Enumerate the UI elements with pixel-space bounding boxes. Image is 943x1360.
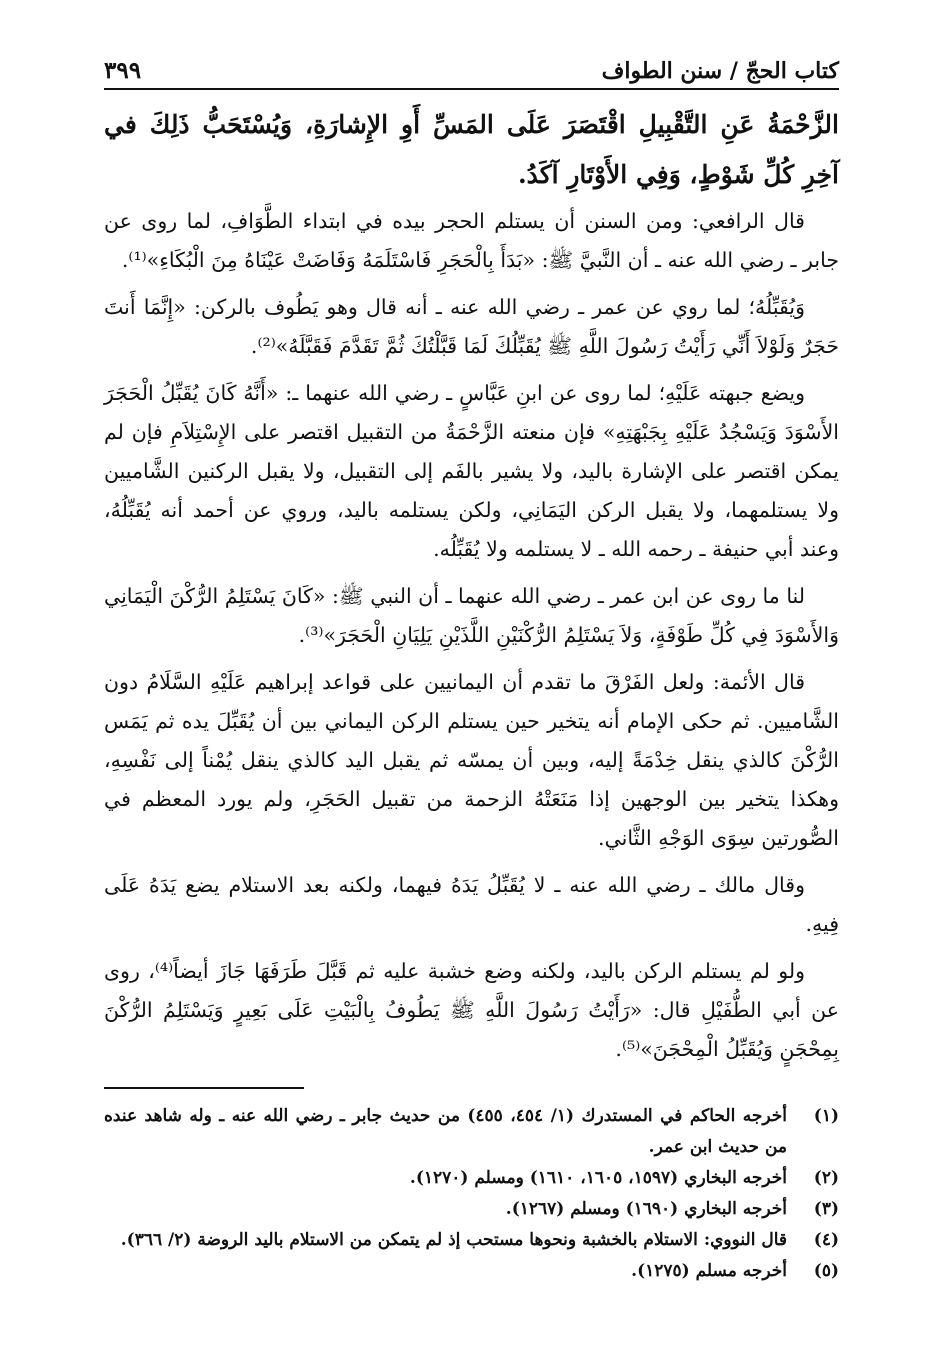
footnote-3 (104, 1194, 839, 1225)
paragraph-4: لنا ما روى عن ابن عمر ـ رضي الله عنهما ـ أن النبي ﷺ: «كَانَ يَسْتَلِمُ الرُّكْنَ الْيَمَانِي وَالأَسْوَدَ فِي كُلِّ طَوْفَةٍ، وَلاَ يَسْتَلِمُ الرُّكْنَيْنِ اللَّذَيْنِ يَلِيَانِ الْحَجَرَ»⁽³⁾. (104, 584, 839, 647)
footnote-text: قال النووي: الاستلام بالخشبة ونحوها مستحب إذ لم يتمكن من الاستلام باليد الروضة (٢/ ٣٦٦). (120, 1230, 787, 1250)
footnote-text: أخرجه البخاري (١٦٩٠) ومسلم (١٢٦٧). (505, 1199, 787, 1219)
matn-text: الزَّحْمَةُ عَنِ التَّقْبِيلِ اقْتَصَرَ عَلَى المَسِّ أَوِ الإِشارَةِ، وَيُسْتَحَبُّ ذَلِكَ في آخِرِ كُلِّ شَوْطٍ، وَفِي الأَوْتَارِ آكَدُ. (104, 110, 839, 189)
footnote-2 (104, 1163, 839, 1194)
running-title: كتاب الحجّ / سنن الطواف (601, 58, 839, 84)
paragraph-7: ولو لم يستلم الركن باليد، ولكنه وضع خشبة عليه ثم قَبَّلَ طَرَفَهَا جَازَ أيضاً⁽⁴⁾، روى عن أبي الطُّفَيْلِ قال: «رَأَيْتُ رَسُولَ اللَّهِ ﷺ يَطُوفُ بِالْبَيْتِ عَلَى بَعِيرٍ وَيَسْتَلِمُ الرُّكْنَ بِمِحْجَنٍ وَيُقَبِّلُ الْمِحْجَنَ»⁽⁵⁾. (104, 959, 839, 1061)
header-rule (104, 88, 839, 90)
footnote-1 (104, 1101, 839, 1163)
paragraph-3: ويضع جبهته عَلَيْهِ؛ لما روى عن ابنِ عَبَّاسٍ ـ رضي الله عنهما ـ: «أَنَّهُ كَانَ يُقَبِّلُ الْحَجَرَ الأَسْوَدَ وَيَسْجُدُ عَلَيْهِ بِجَبْهَتِهِ» فإن منعته الزَّحْمَةُ من التقبيل اقتصر على الإِسْتِلاَمِ فإن لم يمكن اقتصر على الإشارة باليد، ولا يشير بالفَم إلى التقبيل، ولا يقبل الركنين الشَّاميين ولا يستلمهما، ولا يقبل الركن اليَمَانِي، ولكن يستلمه باليد، وروي عن أحمد أنه يُقَبِّلُهُ، وعند أبي حنيفة ـ رحمه الله ـ لا يستلمه ولا يُقَبِّلُه. (104, 381, 839, 561)
footnote-separator (104, 1087, 304, 1089)
paragraph-6: وقال مالك ـ رضي الله عنه ـ لا يُقَبِّلُ يَدَهُ فيهما، ولكنه بعد الاستلام يضع يَدَهُ عَلَى فِيهِ. (104, 873, 839, 936)
footnote-number: (٢) (813, 1168, 839, 1188)
footnote-text: أخرجه مسلم (١٢٧٥). (631, 1261, 787, 1281)
paragraph-1: قال الرافعي: ومن السنن أن يستلم الحجر بيده في ابتداء الطَّوَافِ، لما روى عن جابر ـ رضي الله عنه ـ أن النَّبيَّ ﷺ: «بَدَأَ بِالْحَجَرِ فَاسْتَلَمَهُ وَفَاضَتْ عَيْنَاهُ مِنَ الْبُكَاءِ»⁽¹⁾. (104, 209, 839, 272)
page-header (104, 48, 839, 84)
footnote-4 (104, 1225, 839, 1256)
paragraph-5: قال الأئمة: ولعل الفَرْقَ ما تقدم أن اليمانيين على قواعد إبراهيم عَلَيْهِ السَّلَامُ دون الشَّاميين. ثم حكى الإمام أنه يتخير حين يستلم الركن اليماني بين أن يُقَبِّلَ يده ثم يَمَس الرُّكْنَ كالذي ينقل خِدْمَةً إليه، وبين أن يمسّه ثم يقبل اليد كالذي ينقل يُمْناً إلى نَفْسِهِ، وهكذا يتخير بين الوجهين إذا مَنَعَتْهُ الزحمة من تقبيل الحَجَرِ، ولم يورد المعظم في الصُّورتين سِوَى الوَجْهِ الثَّاني. (104, 670, 839, 850)
footnote-5 (104, 1256, 839, 1287)
footnote-number: (٣) (813, 1199, 839, 1219)
footnotes (104, 1101, 839, 1287)
footnote-number: (١) (813, 1106, 839, 1126)
footnote-text: أخرجه البخاري (١٥٩٧، ١٦٠٥، ١٦١٠) ومسلم (١٢٧٠). (409, 1168, 787, 1188)
footnote-text: أخرجه الحاكم في المستدرك (١/ ٤٥٤، ٤٥٥) من حديث جابر ـ رضي الله عنه ـ وله شاهد عنده من حديث ابن عمر. (104, 1106, 787, 1157)
paragraph-2: وَيُقَبِّلُهُ؛ لما روي عن عمر ـ رضي الله عنه ـ أنه قال وهو يَطُوف بالركن: «إِنَّمَا أَنتَ حَجَرٌ وَلَوْلاَ أَنِّي رَأَيْتُ رَسُولَ اللَّهِ ﷺ يُقَبِّلُكَ لَمَا قَبَّلْتُكَ ثُمَّ تَقَدَّمَ فَقَبَّلَهُ»⁽²⁾. (104, 295, 839, 358)
page-number: ٣٩٩ (104, 57, 142, 84)
footnote-number: (٤) (813, 1230, 839, 1250)
footnote-number: (٥) (813, 1261, 839, 1281)
